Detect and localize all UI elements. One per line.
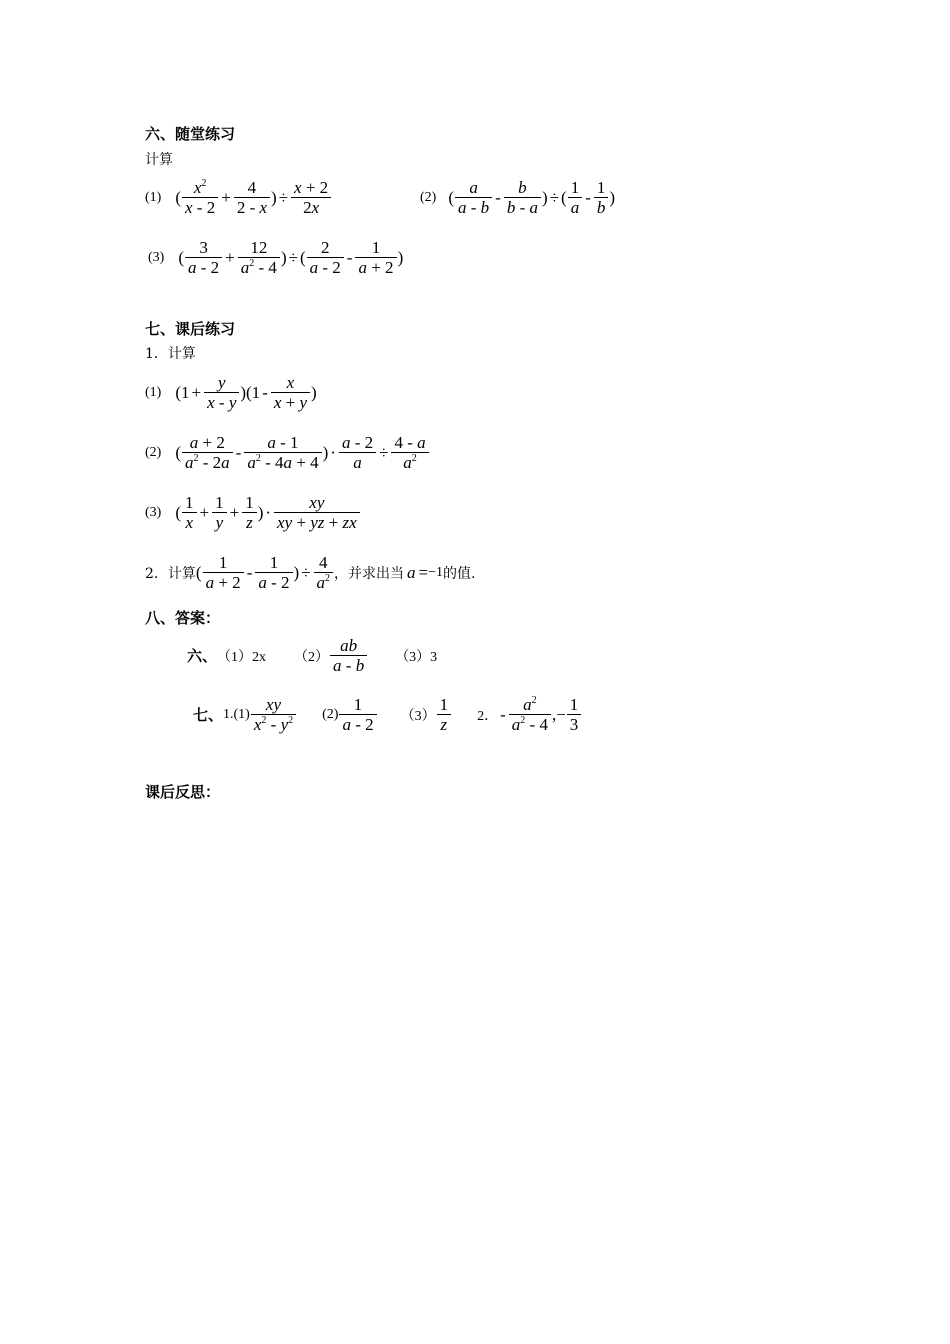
exercise-6-1: (1) ( $\frac{x^2}{x - 2}$ + $\frac{4}{2 - x}$ ) ÷ $\frac{x + 2}{2x}$	[145, 178, 332, 217]
q2-prefix: 2．计算	[145, 565, 196, 582]
answer-label: 七、	[193, 706, 224, 724]
answer-6-1: （1）2x	[217, 649, 267, 665]
section-8-title: 八、答案：	[145, 609, 221, 627]
section-7-title: 七、课后练习	[145, 320, 236, 338]
answer-7-4-label: 2．	[477, 708, 499, 724]
answer-6-2-label: （2）	[294, 649, 330, 665]
answer-6-3: （3）3	[395, 649, 438, 665]
section-6-title: 六、随堂练习	[145, 125, 236, 143]
answer-7-1-label: 1.(1)	[223, 706, 250, 722]
answers-7: 七、 1.(1) $\frac{xy}{x^2 - y^2}$ (2) $\frac{1}{a - 2}$ （3） $\frac{1}{z}$ 2． - $\frac{a^2}{a^2 - 4}$ , − $\frac{1}{3}$	[193, 695, 582, 734]
exercise-7-1: (1) (1 + $\frac{y}{x - y}$ )(1 - $\frac{x}{x + y}$ )	[145, 373, 317, 412]
exercise-label: (3)	[148, 249, 165, 265]
answer-label: 六、	[187, 647, 218, 665]
exercise-label: (3)	[145, 504, 162, 520]
exercise-label: (2)	[145, 444, 162, 460]
exercise-6-2: (2) ( $\frac{a}{a - b}$ - $\frac{b}{b - a}$ ) ÷ ( $\frac{1}{a}$ - $\frac{1}{b}$ )	[420, 178, 616, 217]
q2-value: −1	[428, 564, 444, 580]
answers-6: 六、 （1）2x （2） $\frac{ab}{a - b}$ （3）3	[187, 636, 438, 675]
q2-mid: ，并求出当	[334, 565, 405, 582]
exercise-7-2: (2) ( $\frac{a + 2}{a^2 - 2a}$ - $\frac{a - 1}{a^2 - 4a + 4}$ ) · $\frac{a - 2}{a}$ ÷ $\frac{4 - a}{a^2}$	[145, 433, 430, 472]
exercise-7-3: (3) ( $\frac{1}{x}$ + $\frac{1}{y}$ + $\frac{1}{z}$ ) · $\frac{xy}{xy + yz + zx}$	[145, 493, 361, 532]
reflection-title: 课后反思：	[145, 783, 221, 801]
exercise-label: (2)	[420, 189, 437, 205]
exercise-6-3: (3) ( $\frac{3}{a - 2}$ + $\frac{12}{a^2 - 4}$ ) ÷ ( $\frac{2}{a - 2}$ - $\frac{1}{a + 2}$ )	[148, 238, 404, 277]
exercise-label: (1)	[145, 189, 162, 205]
answer-7-3-label: （3）	[400, 708, 436, 724]
exercise-7-q2: 2．计算 ( $\frac{1}{a + 2}$ - $\frac{1}{a - 2}$ ) ÷ $\frac{4}{a^2}$ ，并求出当 a = −1 的值.	[145, 553, 476, 592]
exercise-label: (1)	[145, 384, 162, 400]
section-6-subtitle: 计算	[145, 152, 173, 168]
q2-end: 的值.	[443, 565, 476, 582]
answer-7-2-label: (2)	[322, 706, 339, 722]
section-7-subtitle: 1．计算	[145, 346, 196, 362]
